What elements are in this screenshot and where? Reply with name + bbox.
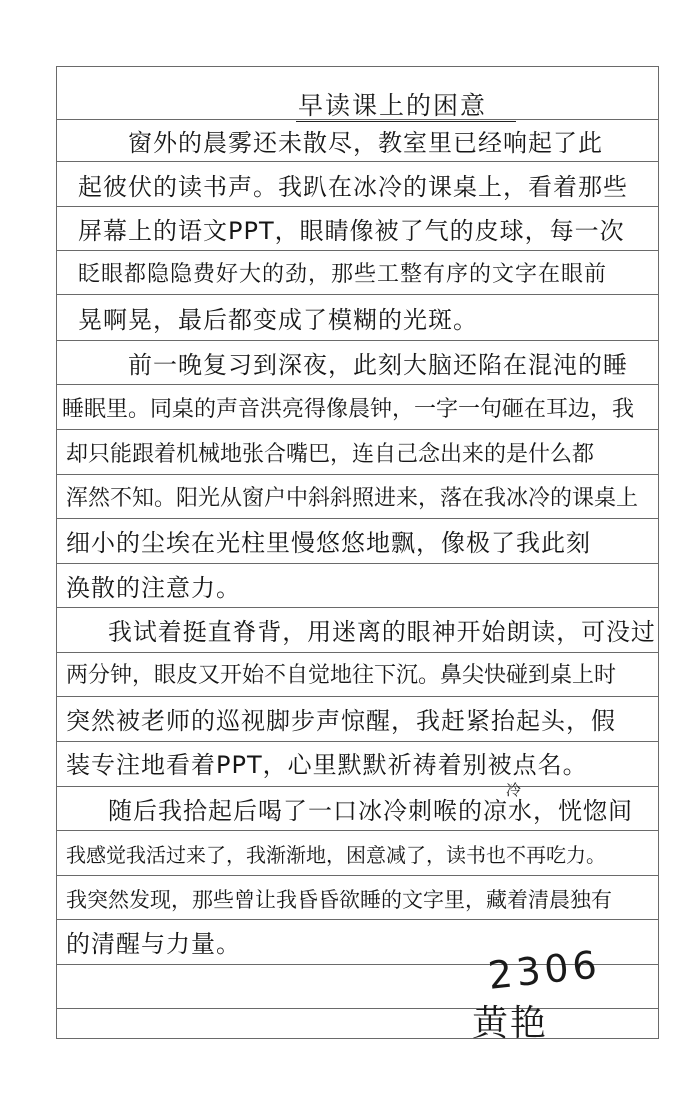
- essay-line: 两分钟，眼皮又开始不自觉地往下沉。鼻尖快碰到桌上时: [66, 663, 617, 688]
- insertion-mark: 冷: [506, 781, 522, 799]
- ruled-line: [56, 563, 659, 564]
- signature-name: 黄艳: [472, 1003, 549, 1044]
- signature-class-number: 2306: [486, 942, 603, 998]
- title-underline: [296, 121, 516, 122]
- essay-line: 突然被老师的巡视脚步声惊醒，我赶紧抬起头，假: [66, 707, 616, 735]
- essay-line: 前一晚复习到深夜，此刻大脑还陷在混沌的睡: [128, 351, 628, 379]
- ruled-line: [56, 518, 659, 519]
- ruled-line: [56, 786, 659, 787]
- essay-line: 窗外的晨雾还未散尽，教室里已经响起了此: [128, 129, 603, 157]
- essay-title: 早读课上的困意: [298, 91, 488, 120]
- ruled-line: [56, 652, 659, 653]
- essay-line: 却只能跟着机械地张合嘴巴，连自己念出来的是什么都: [66, 442, 595, 467]
- essay-line: 起彼伏的读书声。我趴在冰冷的课桌上，看着那些: [78, 173, 628, 201]
- ruled-line: [56, 66, 659, 67]
- essay-line: 我感觉我活过来了，我渐渐地，困意减了，读书也不再吃力。: [66, 843, 606, 867]
- essay-line: 睡眠里。同桌的声音洪亮得像晨钟，一字一句砸在耳边，我: [62, 397, 635, 422]
- ruled-line: [56, 429, 659, 430]
- essay-line: 晃啊晃，最后都变成了模糊的光斑。: [78, 306, 478, 334]
- essay-line: 装专注地看着PPT，心里默默祈祷着别被点名。: [66, 751, 588, 779]
- ruled-line: [56, 206, 659, 207]
- ruled-line: [56, 161, 659, 162]
- essay-line: 细小的尘埃在光柱里慢悠悠地飘，像极了我此刻: [66, 529, 591, 557]
- essay-line: 涣散的注意力。: [66, 574, 241, 602]
- ruled-line: [56, 875, 659, 876]
- ruled-line: [56, 384, 659, 385]
- ruled-line: [56, 340, 659, 341]
- ruled-line: [56, 696, 659, 697]
- essay-line: 的清醒与力量。: [66, 930, 241, 958]
- essay-line: 屏幕上的语文PPT，眼睛像被了气的皮球，每一次: [78, 217, 625, 245]
- ruled-line: [56, 830, 659, 831]
- essay-line: 随后我拾起后喝了一口冰冷刺喉的凉水，恍惚间: [108, 797, 633, 825]
- ruled-line: [56, 474, 659, 475]
- essay-line: 我试着挺直脊背，用迷离的眼神开始朗读，可没过: [108, 618, 656, 646]
- ruled-line: [56, 250, 659, 251]
- ruled-line: [56, 607, 659, 608]
- essay-line: 浑然不知。阳光从窗户中斜斜照进来，落在我冰冷的课桌上: [66, 486, 639, 511]
- ruled-line: [56, 1008, 659, 1009]
- ruled-line: [56, 919, 659, 920]
- essay-line: 眨眼都隐隐费好大的劲，那些工整有序的文字在眼前: [78, 262, 608, 287]
- ruled-line: [56, 741, 659, 742]
- ruled-line: [56, 294, 659, 295]
- essay-line: 我突然发现，那些曾让我昏昏欲睡的文字里，藏着清晨独有: [66, 888, 612, 912]
